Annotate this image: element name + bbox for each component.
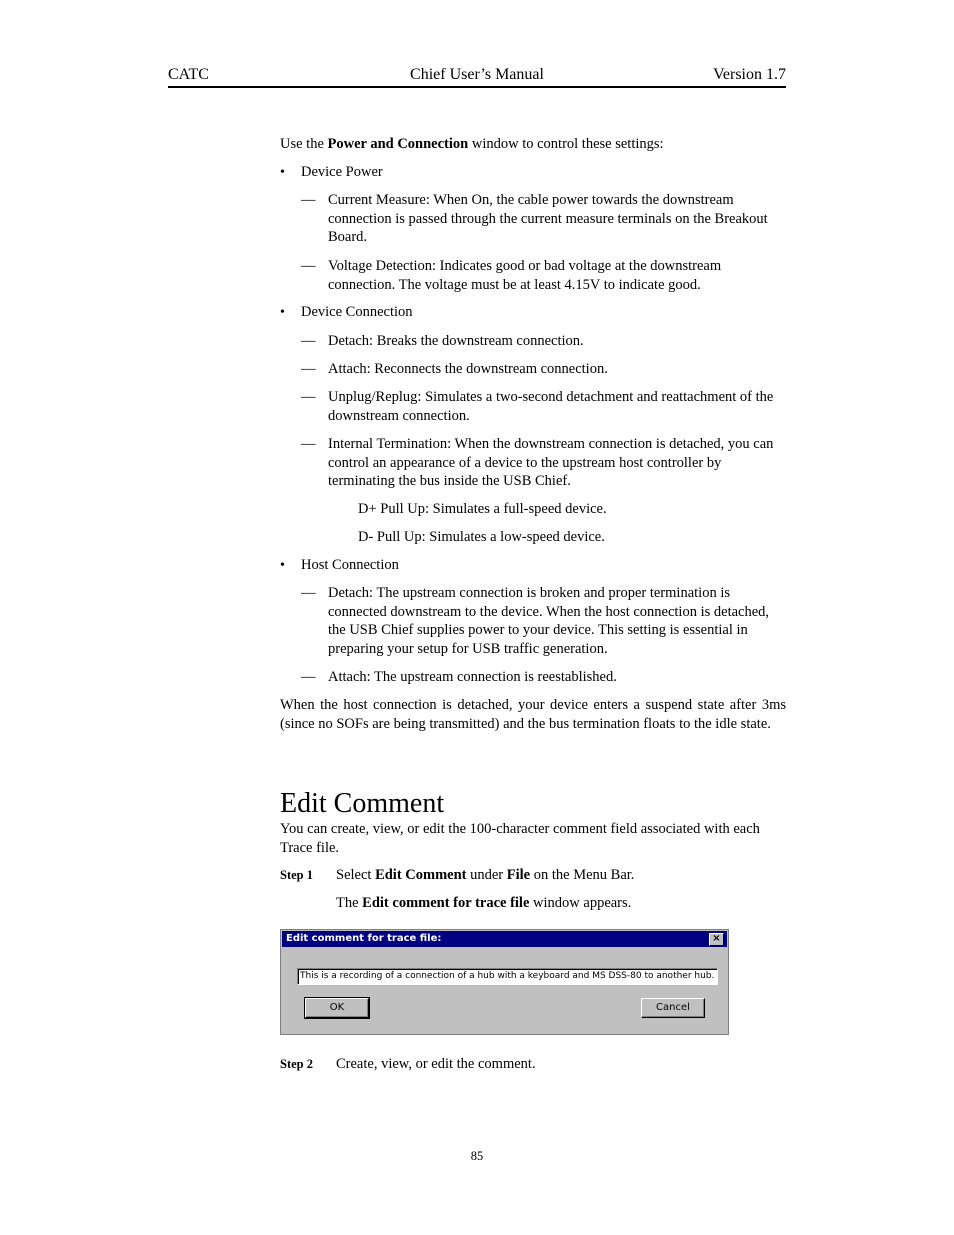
bullet-icon: •: [280, 165, 285, 180]
intro-paragraph: Use the Power and Connection window to control these settings:: [280, 136, 664, 152]
cancel-button[interactable]: Cancel: [641, 998, 705, 1018]
bullet-host-connection: Host Connection: [301, 557, 399, 573]
comment-input[interactable]: This is a recording of a connection of a hub with a keyboard and MS DSS-80 to another hub.: [297, 968, 718, 985]
dash-icon: —: [301, 192, 316, 208]
close-icon[interactable]: ×: [709, 933, 724, 946]
item-detach: Detach: Breaks the downstream connection.: [328, 333, 584, 349]
dialog-title: Edit comment for trace file:: [286, 933, 442, 944]
closing-paragraph: When the host connection is detached, your device enters a suspend state after 3ms (since no SOFs are being transmitted) and the bus termination floats to the idle state.: [280, 697, 786, 732]
section-intro: You can create, view, or edit the 100-character comment field associated with each Trace file.: [280, 821, 760, 856]
page-number: 85: [470, 1149, 484, 1163]
bullet-icon: •: [280, 305, 285, 320]
dash-icon: —: [301, 436, 316, 452]
item-voltage-detection: Voltage Detection: Indicates good or bad voltage at the downstream connection. The voltage must be at least 4.15V to indicate good.: [328, 258, 722, 293]
item-attach: Attach: Reconnects the downstream connection.: [328, 361, 608, 377]
step2-label: Step 2: [280, 1057, 313, 1071]
item-host-attach: Attach: The upstream connection is reestablished.: [328, 669, 617, 685]
step2-text: Create, view, or edit the comment.: [336, 1056, 536, 1072]
item-unplug-replug: Unplug/Replug: Simulates a two-second detachment and reattachment of the downstream connection.: [328, 389, 774, 424]
sub-item-dminus: D- Pull Up: Simulates a low-speed device.: [358, 529, 605, 545]
dash-icon: —: [301, 258, 316, 274]
dash-icon: —: [301, 333, 316, 349]
header-version: Version 1.7: [713, 66, 786, 83]
dialog-title-bar: [282, 931, 727, 947]
dash-icon: —: [301, 389, 316, 405]
section-heading: Edit Comment: [280, 788, 445, 819]
step1-text: Select Edit Comment under File on the Menu Bar.: [336, 867, 635, 883]
step1-note: The Edit comment for trace file window appears.: [336, 895, 632, 911]
header-left: CATC: [168, 66, 209, 83]
bullet-device-power: Device Power: [301, 164, 383, 180]
dash-icon: —: [301, 585, 316, 601]
page-header: [168, 66, 786, 88]
bullet-device-connection: Device Connection: [301, 304, 413, 320]
item-internal-termination: Internal Termination: When the downstream connection is detached, you can control an appearance of a device to the upstream host controller by terminating the bus inside the USB Chief.: [328, 436, 774, 490]
dash-icon: —: [301, 361, 316, 377]
header-title: Chief User’s Manual: [410, 66, 544, 83]
bullet-icon: •: [280, 558, 285, 573]
item-current-measure: Current Measure: When On, the cable power towards the downstream connection is passed through the current measure terminals on the Breakout Board.: [328, 192, 768, 246]
item-host-detach: Detach: The upstream connection is broken and proper termination is connected downstream to the device. When the host connection is detached, the USB Chief supplies power to your device. This setting is essential in preparing your setup for USB traffic generation.: [328, 585, 770, 658]
ok-button[interactable]: OK: [305, 998, 369, 1018]
sub-item-dplus: D+ Pull Up: Simulates a full-speed device.: [358, 501, 607, 517]
dash-icon: —: [301, 669, 316, 685]
edit-comment-dialog: [280, 929, 729, 1035]
step1-label: Step 1: [280, 868, 313, 882]
